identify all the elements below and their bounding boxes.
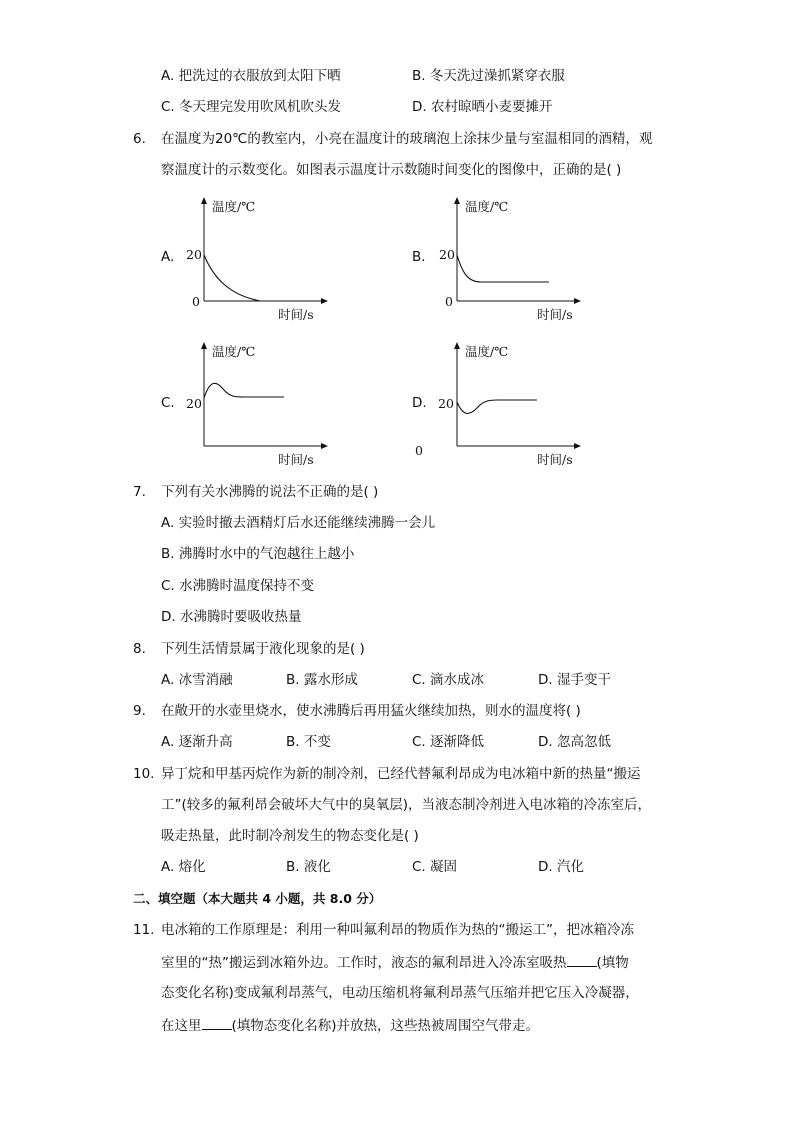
q10-stem-line1: 异丁烷和甲基丙烷作为新的制冷剂，已经代替氟利昂成为电冰箱中新的热量“搬运 xyxy=(161,766,641,782)
q11-blank-1[interactable] xyxy=(567,952,597,967)
graph-a-xlabel: 时间/s xyxy=(278,307,314,322)
q10-stem-line2: 工”(较多的氟利昂会破坏大气中的臭氧层)，当液态制冷剂进入电冰箱的冷冻室后， xyxy=(161,797,652,813)
q9-option-d: D. 忽高忽低 xyxy=(538,734,611,750)
q6-stem-line2: 察温度计的示数变化。如图表示温度计示数随时间变化的图像中，正确的是( ) xyxy=(161,162,622,178)
q11-line2-text: 室里的“热”搬运到冰箱外边。工作时，液态的氟利昂进入冷冻室吸热 xyxy=(161,955,567,971)
q11-stem-line3: 态变化名称)变成氟利昂蒸气，电动压缩机将氟利昂蒸气压缩并把它压入冷凝器， xyxy=(161,985,639,1001)
graph-d-zero: 0 xyxy=(415,443,423,458)
q9-number: 9. xyxy=(133,703,146,719)
q7-number: 7. xyxy=(133,484,146,500)
q10-option-c: C. 凝固 xyxy=(412,859,458,875)
q11-line4-suffix: (填物态变化名称)并放热，这些热被周围空气带走。 xyxy=(231,1018,540,1034)
q11-stem-line4 xyxy=(161,1015,539,1035)
q7-option-c: C. 水沸腾时温度保持不变 xyxy=(161,578,315,594)
q11-line4-prefix: 在这里 xyxy=(161,1018,202,1034)
graph-c-xlabel: 时间/s xyxy=(278,452,314,467)
q7-option-b: B. 沸腾时水中的气泡越往上越小 xyxy=(161,546,355,562)
graph-d-y-arrow xyxy=(454,342,460,349)
graph-c-x-arrow xyxy=(321,443,328,449)
graph-a-y20: 20 xyxy=(186,247,202,262)
graph-c-y20: 20 xyxy=(186,396,202,411)
section-heading: 二、填空题（本大题共 4 小题，共 8.0 分） xyxy=(133,891,382,906)
q7-option-a: A. 实验时撤去酒精灯后水还能继续沸腾一会儿 xyxy=(161,515,436,531)
graph-a-y-arrow xyxy=(201,197,207,204)
q8-stem: 下列生活情景属于液化现象的是( ) xyxy=(161,641,365,657)
graph-b-zero: 0 xyxy=(445,294,453,309)
q11-line2-suffix: (填物 xyxy=(596,955,629,971)
graph-c xyxy=(180,340,330,470)
q8-option-d: D. 湿手变干 xyxy=(538,672,611,688)
graph-b-xlabel: 时间/s xyxy=(537,307,573,322)
graph-b-label: B. xyxy=(412,249,426,265)
graph-b xyxy=(433,195,583,325)
q11-stem-line1: 电冰箱的工作原理是：利用一种叫氟利昂的物质作为热的“搬运工”，把冰箱冷冻 xyxy=(161,922,634,938)
graph-c-label: C. xyxy=(161,395,175,411)
graph-b-y-arrow xyxy=(454,197,460,204)
q9-option-b: B. 不变 xyxy=(286,734,331,750)
graph-d xyxy=(415,340,583,470)
q10-option-a: A. 熔化 xyxy=(161,859,206,875)
q7-option-d: D. 水沸腾时要吸收热量 xyxy=(161,609,302,625)
q9-stem: 在敞开的水壶里烧水，使水沸腾后再用猛火继续加热，则水的温度将( ) xyxy=(161,703,581,719)
q10-option-d: D. 汽化 xyxy=(538,859,584,875)
q8-option-b: B. 露水形成 xyxy=(286,672,358,688)
q10-stem-line3: 吸走热量，此时制冷剂发生的物态变化是( ) xyxy=(161,828,419,844)
graph-a-ylabel: 温度/℃ xyxy=(212,199,256,214)
graph-b-x-arrow xyxy=(574,298,581,304)
graph-b-curve xyxy=(457,255,549,282)
q6-number: 6. xyxy=(133,131,146,147)
graph-d-xlabel: 时间/s xyxy=(537,452,573,467)
q10-option-b: B. 液化 xyxy=(286,859,331,875)
q5-option-c: C. 冬天理完发用吹风机吹头发 xyxy=(161,99,342,115)
graph-d-ylabel: 温度/℃ xyxy=(465,344,509,359)
graph-b-y20: 20 xyxy=(439,247,455,262)
q8-option-c: C. 滴水成冰 xyxy=(412,672,485,688)
q5-option-a: A. 把洗过的衣服放到太阳下晒 xyxy=(161,68,341,84)
graph-a-zero: 0 xyxy=(192,294,200,309)
graph-c-curve xyxy=(204,383,284,398)
graph-c-y-arrow xyxy=(201,342,207,349)
q7-stem: 下列有关水沸腾的说法不正确的是( ) xyxy=(161,484,379,500)
graph-d-label: D. xyxy=(412,395,427,411)
graph-d-curve xyxy=(457,400,537,413)
q11-stem-line2 xyxy=(161,952,629,972)
graph-a xyxy=(180,195,330,325)
graph-a-curve xyxy=(204,255,260,301)
graph-c-ylabel: 温度/℃ xyxy=(212,344,256,359)
q11-blank-2[interactable] xyxy=(202,1015,232,1030)
graph-a-x-arrow xyxy=(321,298,328,304)
q5-option-d: D. 农村晾晒小麦要摊开 xyxy=(412,99,553,115)
q8-option-a: A. 冰雪消融 xyxy=(161,672,233,688)
q9-option-c: C. 逐渐降低 xyxy=(412,734,485,750)
graph-d-y20: 20 xyxy=(438,396,454,411)
q11-number: 11. xyxy=(133,922,155,938)
graph-b-ylabel: 温度/℃ xyxy=(465,199,509,214)
graph-a-label: A. xyxy=(161,249,175,265)
q5-option-b: B. 冬天洗过澡抓紧穿衣服 xyxy=(412,68,565,84)
q9-option-a: A. 逐渐升高 xyxy=(161,734,233,750)
graph-d-x-arrow xyxy=(574,443,581,449)
q8-number: 8. xyxy=(133,641,146,657)
q10-number: 10. xyxy=(133,766,155,782)
q6-stem-line1: 在温度为20℃的教室内，小亮在温度计的玻璃泡上涂抹少量与室温相同的酒精，观 xyxy=(161,131,653,147)
